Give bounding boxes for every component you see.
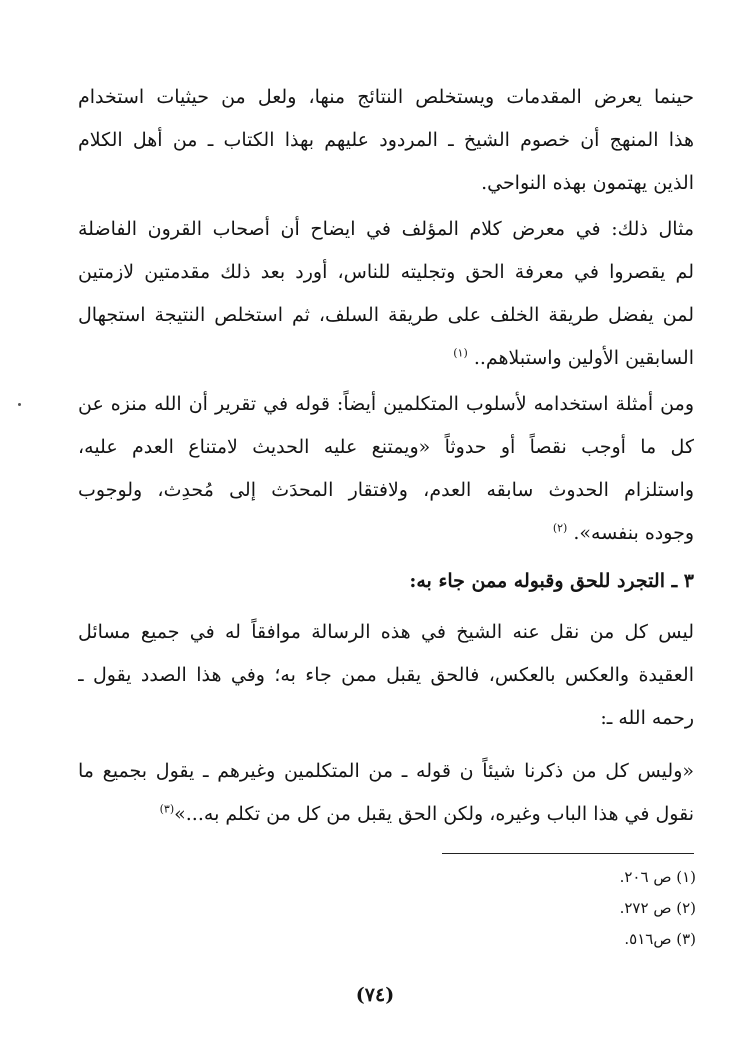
text-line: حينما يعرض المقدمات ويستخلص النتائج منها، ولعل من حيثيات استخدام <box>78 86 694 108</box>
footnote-ref-1: (١) <box>453 346 468 360</box>
line-text: نقول في هذا الباب وغيره، ولكن الحق يقبل من كل من تكلم به...» <box>174 803 694 825</box>
footnote-ref-3: (٣) <box>159 802 175 816</box>
text-line: لمن يفضل طريقة الخلف على طريقة السلف، ثم استخلص النتيجة استجهال <box>78 304 694 326</box>
text-line: هذا المنهج أن خصوم الشيخ ـ المردود عليهم بهذا الكتاب ـ من أهل الكلام <box>78 129 694 151</box>
text-line: لم يقصروا في معرفة الحق وتجليته للناس، أورد بعد ذلك مقدمتين لازمتين <box>78 261 694 283</box>
text-line <box>78 512 694 555</box>
text-line: كل ما أوجب نقصاً أو حدوثاً «ويمتنع عليه الحديث لامتناع العدم عليه، <box>78 436 694 458</box>
footnote-3: (٣) ص٥١٦. <box>624 930 696 948</box>
footnotes <box>420 862 696 955</box>
line-text: السابقين الأولين واستبلاهم.. <box>473 347 694 369</box>
quote-paragraph <box>78 750 694 836</box>
paragraph-2 <box>78 208 694 380</box>
paragraph-3 <box>78 383 694 555</box>
text-line <box>78 793 694 836</box>
text-line: ليس كل من نقل عنه الشيخ في هذه الرسالة موافقاً له في جميع مسائل <box>78 621 694 643</box>
footnote-divider <box>442 853 694 854</box>
text-line: مثال ذلك: في معرض كلام المؤلف في ايضاح أن أصحاب القرون الفاضلة <box>78 218 694 240</box>
line-text: وجوده بنفسه». <box>573 522 694 544</box>
footnote-ref-2: (٢) <box>552 521 568 535</box>
text-line: ومن أمثلة استخدامه لأسلوب المتكلمين أيضاً: قوله في تقرير أن الله منزه عن <box>78 393 694 415</box>
heading-text: ٣ ـ التجرد للحق وقبوله ممن جاء به: <box>409 570 694 592</box>
text-line: رحمه الله ـ: <box>600 707 694 729</box>
text-line: «وليس كل من ذكرنا شيئاً ن قوله ـ من المتكلمين وغيرهم ـ يقول بجميع ما <box>78 760 694 782</box>
paragraph-1 <box>78 76 694 205</box>
text-line: الذين يهتمون بهذه النواحي. <box>481 172 694 194</box>
text-line: واستلزام الحدوث سابقه العدم، ولافتقار المحدَث إلى مُحدِث، ولوجوب <box>78 479 694 501</box>
text-line: العقيدة والعكس بالعكس، فالحق يقبل ممن جاء به؛ وفي هذا الصدد يقول ـ <box>78 664 694 686</box>
text-line <box>78 337 694 380</box>
margin-mark <box>18 403 21 406</box>
page-number: (٧٤) <box>355 984 395 1006</box>
footnote-2: (٢) ص ٢٧٢. <box>619 899 696 917</box>
footnote-1: (١) ص ٢٠٦. <box>619 868 696 886</box>
section-heading <box>78 560 694 603</box>
paragraph-4 <box>78 611 694 740</box>
